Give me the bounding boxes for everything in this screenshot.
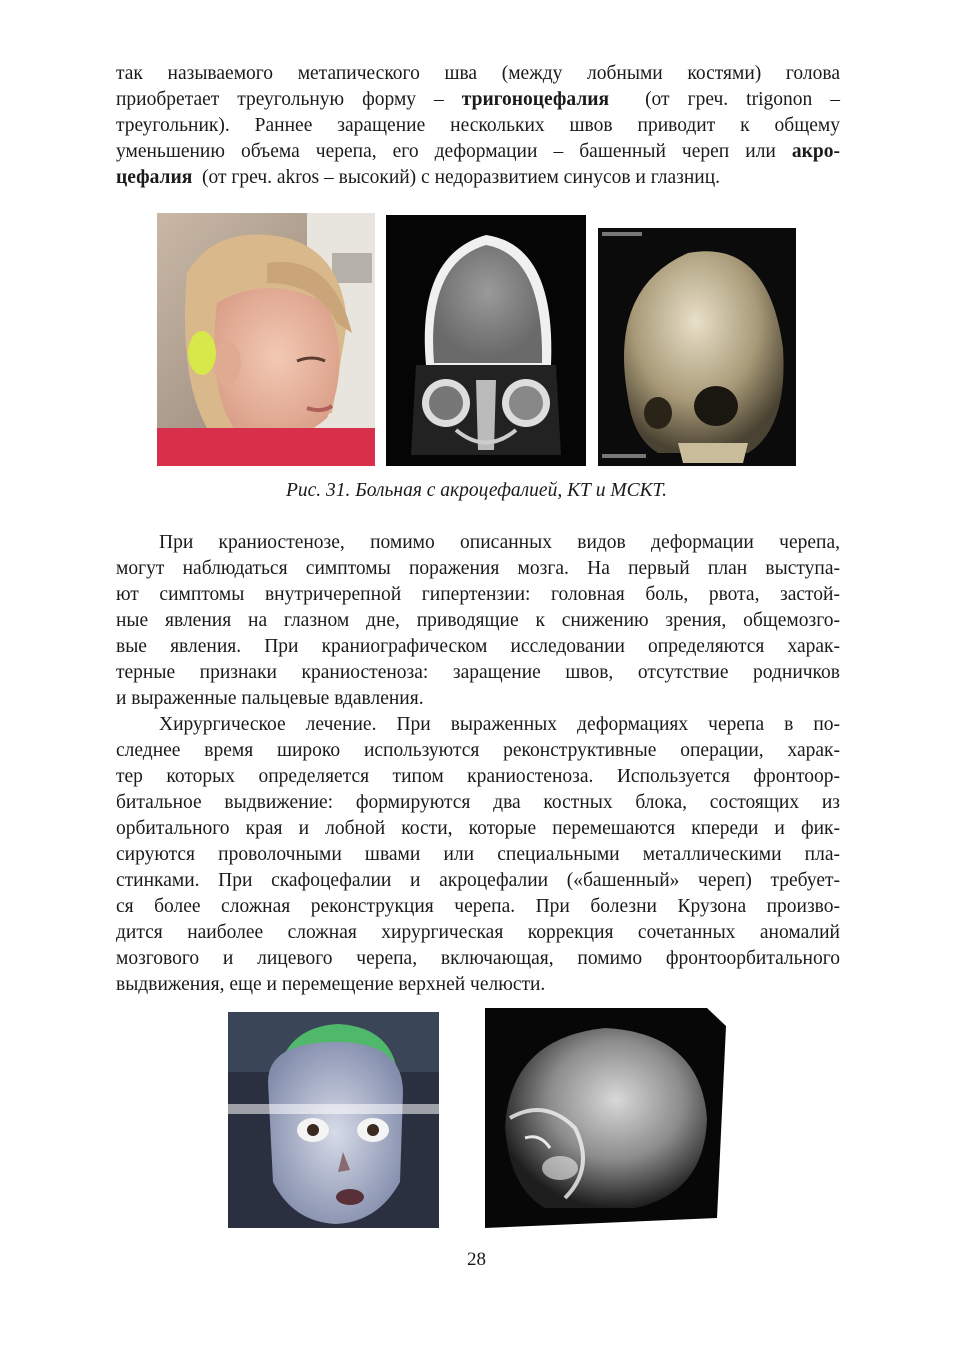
figure-xray-skull: [485, 1008, 726, 1228]
text-line: вые явления. При краниографическом исследовании определяются харак-: [116, 636, 840, 657]
text-line: так называемого метапического шва (между лобными костями) голова: [116, 63, 840, 84]
term-acrocephaly-part1: акро-: [791, 141, 840, 162]
text-line: могут наблюдаться симптомы поражения мозга. На первый план выступа-: [116, 558, 840, 579]
text-line: треугольник). Раннее заращение нескольких швов приводит к общему: [116, 115, 840, 136]
text-line: выдвижения, еще и перемещение верхней челюсти.: [116, 974, 546, 995]
text-line: следнее время широко используются реконструктивные операции, харак-: [116, 740, 840, 761]
text-line: сируются проволочными швами или специальными металлическими пла-: [116, 844, 840, 865]
text-line: стинками. При скафоцефалии и акроцефалии («башенный» череп) требует-: [116, 870, 840, 891]
text-line: тер которых определяется типом краниостеноза. Используется фронтоор-: [116, 766, 840, 787]
text-line: уменьшению объема черепа, его деформации – башенный череп или акро-: [116, 141, 840, 162]
text-line: дится наиболее сложная хирургическая коррекция сочетанных аномалий: [116, 922, 840, 943]
term-acrocephaly-part2: цефалия: [116, 167, 193, 188]
figure-photo-girl: [157, 213, 375, 466]
text-line: ные явления на глазном дне, приводящие к снижению зрения, общемозго-: [116, 610, 840, 631]
text-line: битальное выдвижение: формируются два костных блока, состоящих из: [116, 792, 840, 813]
text-line: ют симптомы внутричерепной гипертензии: головная боль, рвота, застой-: [116, 584, 840, 605]
paragraph-3: [116, 712, 840, 998]
text-line: и выраженные пальцевые вдавления.: [116, 688, 424, 709]
text-line: цефалия (от греч. akros – высокий) с недоразвитием синусов и глазниц.: [116, 167, 721, 188]
page-number: 28: [467, 1249, 486, 1270]
text-line: орбитального края и лобной кости, которые перемешаются кпереди и фик-: [116, 818, 840, 839]
figure-ct-scan: [386, 215, 586, 466]
figure-msct-3d: [598, 228, 796, 466]
figure-caption: Рис. 31. Больная с акроцефалией, КТ и МСКТ.: [285, 480, 668, 501]
term-trigonocephaly: тригоноцефалия: [461, 89, 610, 110]
text-line: приобретает треугольную форму – тригоноцефалия (от греч. trigonon –: [116, 89, 840, 110]
text-line: терные признаки краниостеноза: заращение швов, отсутствие родничков: [116, 662, 840, 683]
text-line: При краниостенозе, помимо описанных видов деформации черепа,: [159, 532, 840, 553]
text-line: Хирургическое лечение. При выраженных деформациях черепа в по-: [159, 714, 840, 735]
paragraph-1: [116, 61, 840, 191]
paragraph-2: [116, 530, 840, 712]
text-line: мозгового и лицевого черепа, включающая, помимо фронтоорбитального: [116, 948, 840, 969]
figure-photo-child-scan: [228, 1012, 439, 1228]
text-line: ся более сложная реконструкция черепа. При болезни Крузона произво-: [116, 896, 840, 917]
